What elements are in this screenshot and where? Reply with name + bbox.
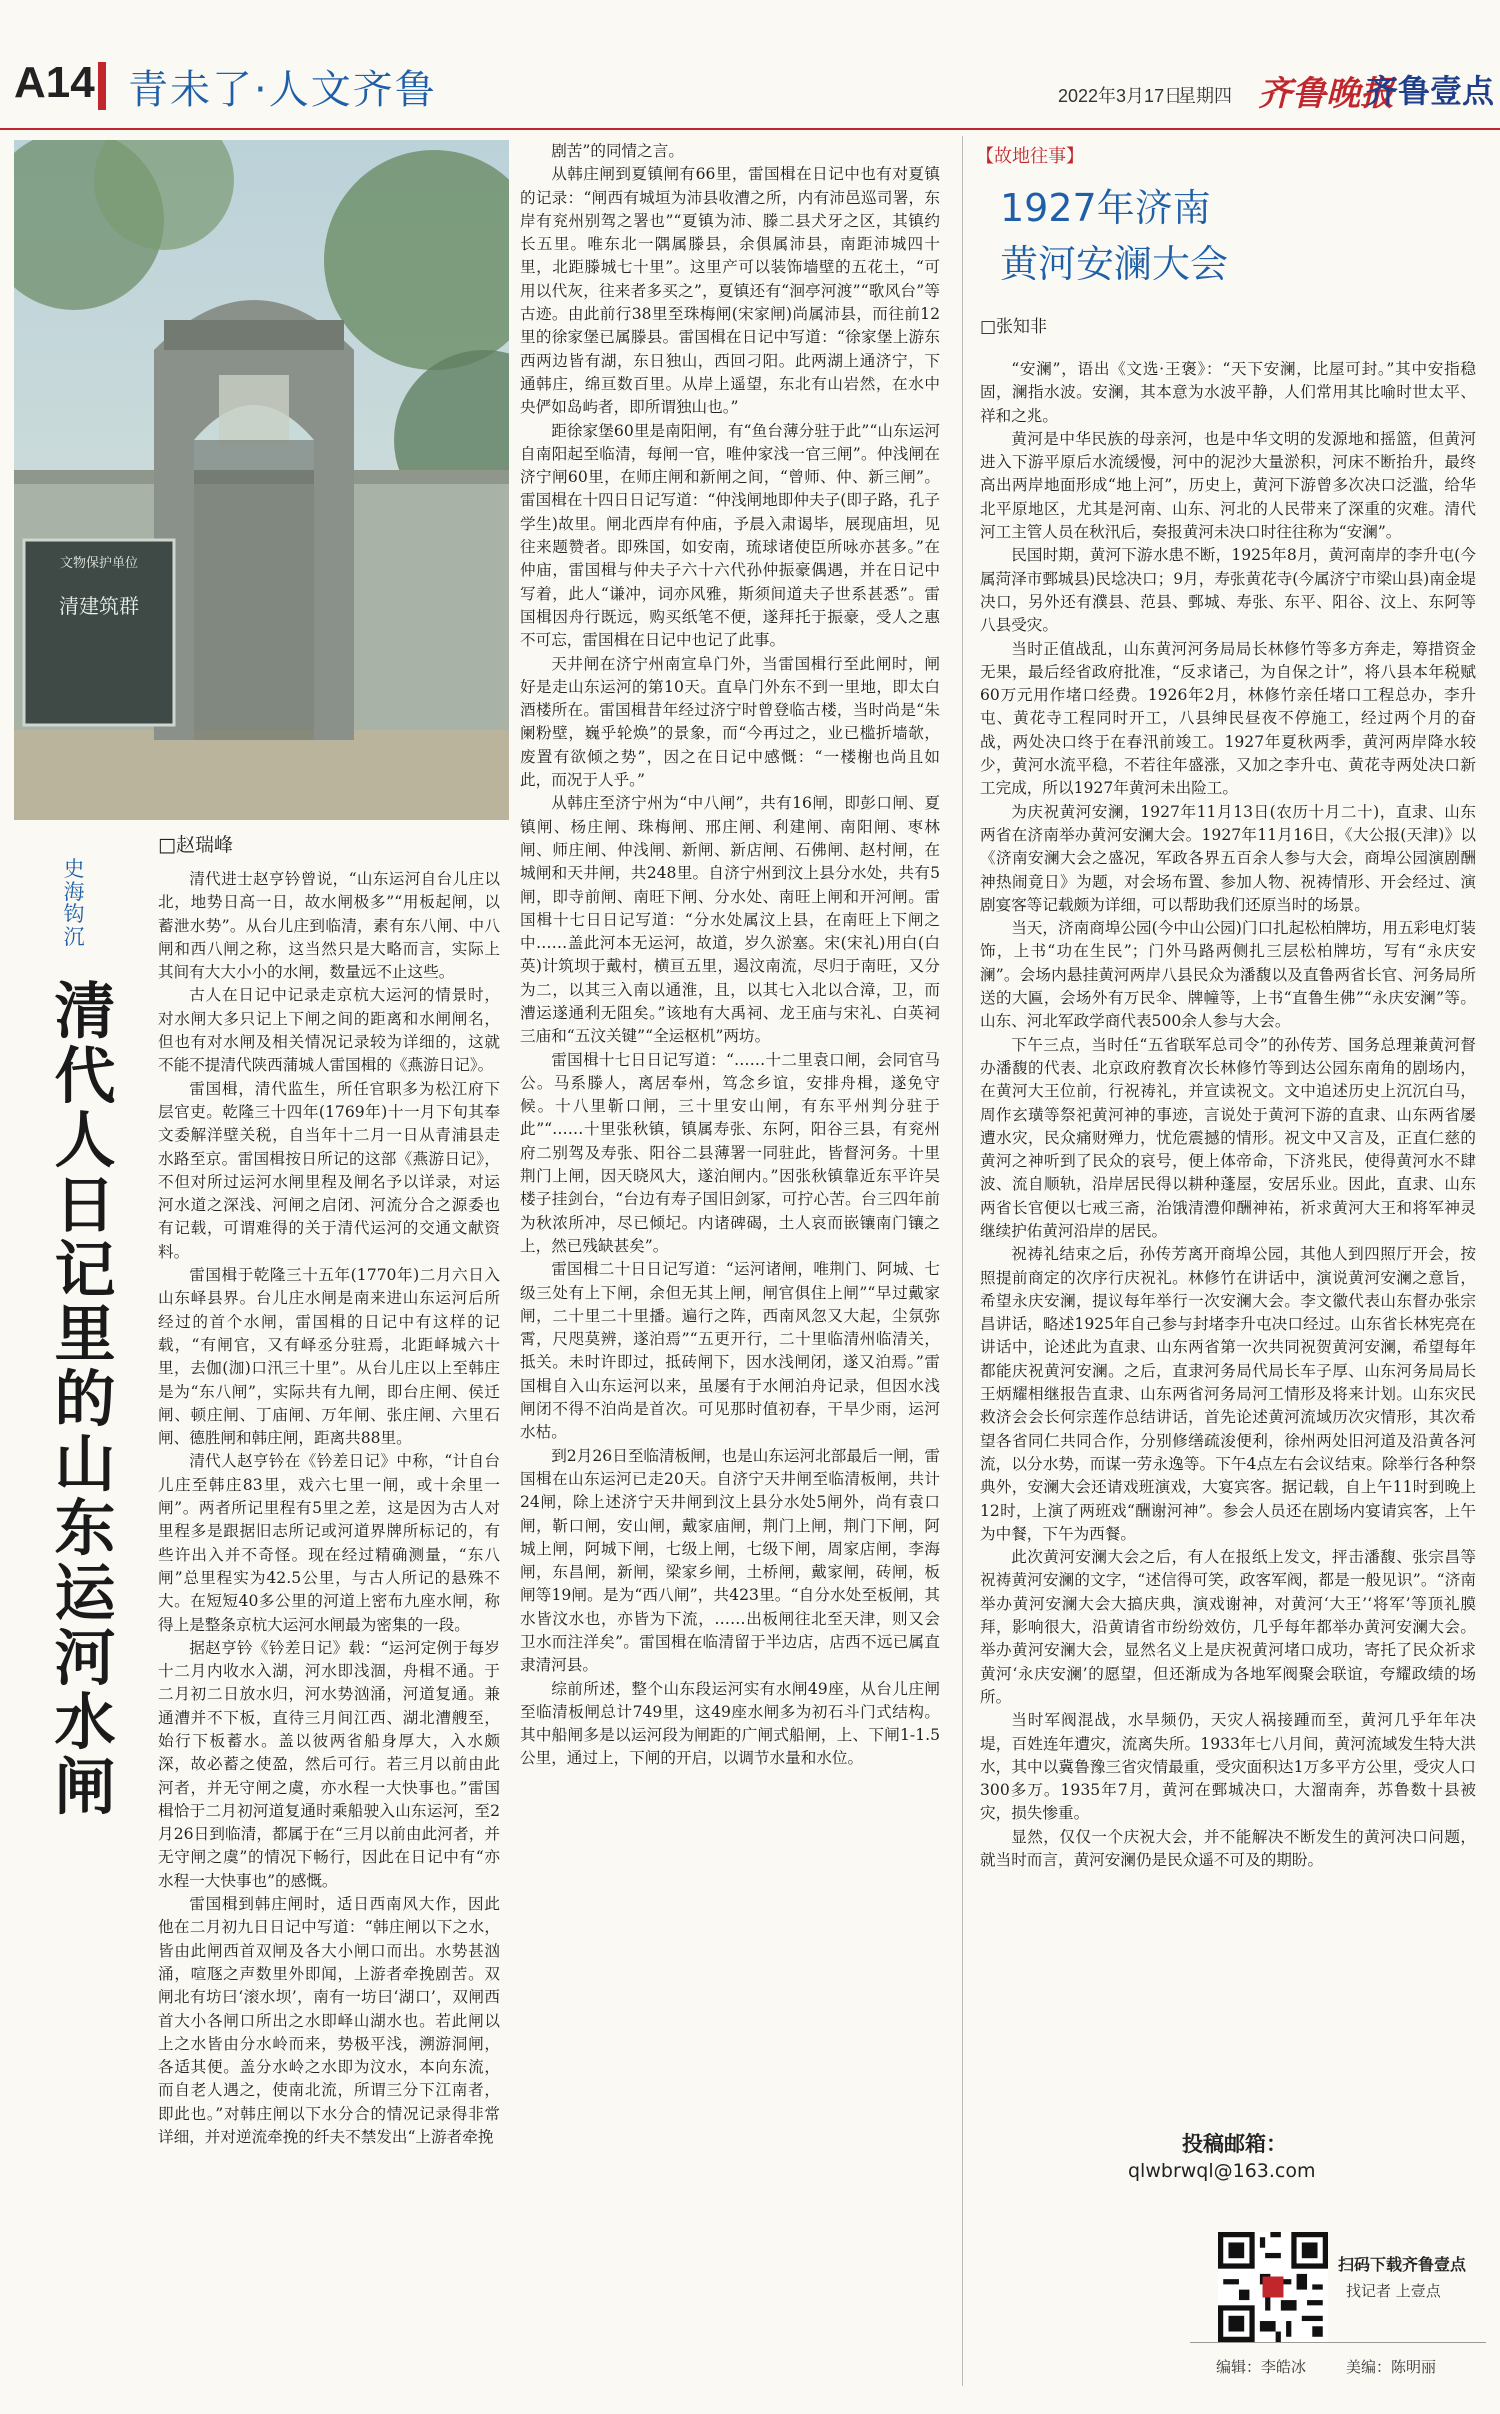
header-accent-bar xyxy=(98,62,106,110)
article-paragraph: 距徐家堡60里是南阳闸，有“鱼台薄分驻于此”“山东运河自南阳起至临清，每闸一官，唯仲家浅一官三闸”。仲浅闸在济宁闸60里，在师庄闸和新闸之间，“曾师、仲、新三闸”。雷国楫在十四日日记写道：“仲浅闸地即仲夫子(即子路，孔子学生)故里。闸北西岸有仲庙，予晨入肃谒毕，展现庙坦，见往来题赞者。即殊国，如安南，琉球诸使臣所咏亦甚多。”在仲庙，雷国楫与仲夫子六十六代孙仲振豪偶遇，并在日记中写着，此人“谦冲，词亦风雅，斯须间道夫子世系甚悉”。雷国楫因舟行既远，购买纸笔不便，遂拜托于振豪，受人之惠不可忘，雷国楫在日记中也记了此事。 xyxy=(520,421,940,650)
section-title: 青未了·人文齐鲁 xyxy=(128,67,437,113)
article-paragraph: 雷国楫，清代监生，所任官职多为松江府下层官吏。乾隆三十四年(1769年)十一月下旬其奉文委解洋壁关税，自当年十二月一日从青浦县走水路至京。雷国楫按日所记的这部《燕游日记》，不但对所过运河水闸里程及闸名予以详录，对运河水道之深浅、河闸之启闭、河流分合之源委也有记载，可谓难得的关于清代运河的交通文献资料。 xyxy=(158,1079,500,1261)
column-tag: 史海钩沉 xyxy=(63,857,85,950)
app-brand-logo: 齐鲁壹点 xyxy=(1366,72,1495,110)
right-article-paragraph: “安澜”，语出《文选·王褒》：“天下安澜，比屋可封。”其中安指稳固，澜指水波。安澜，其本意为水波平静，人们常用其比喻时世太平、祥和之兆。 xyxy=(980,360,1476,425)
qr-code-graphic xyxy=(1218,2232,1328,2342)
article-paragraph: 古人在日记中记录走京杭大运河的情景时，对水闸大多只记上下闸之间的距离和水闸闸名，但也有对水闸及相关情况记录较为详细的，这就不能不提清代陕西蒲城人雷国楫的《燕游日记》。 xyxy=(158,986,500,1075)
issue-date: 2022年3月17日 xyxy=(1058,86,1183,106)
right-article-paragraph: 黄河是中华民族的母亲河，也是中华文明的发源地和摇篮，但黄河进入下游平原后水流缓慢，河中的泥沙大量淤积，河床不断抬升，最终高出两岸地面形成“地上河”，历史上，黄河下游曾多次决口泛滥，给华北平原地区，尤其是河南、山东、河北的人民带来了深重的灾难。清代河工主管人员在秋汛后，奏报黄河未决口时往往称为“安澜”。 xyxy=(980,429,1476,542)
submission-label: 投稿邮箱： xyxy=(1182,2132,1287,2156)
plaque-text: 清建筑群 xyxy=(59,594,139,618)
right-article-paragraph: 下午三点，当时任“五省联军总司令”的孙传芳、国务总理兼黄河督办潘馥的代表、北京政府教育次长林修竹等到达公园东南角的剧场内，在黄河大王位前，行祝祷礼，并宣读祝文。文中追述历史上沉沉白马，周作玄璜等祭祀黄河神的事迹，言说处于黄河下游的直隶、山东两省屡遭水灾，民众痛财殚力，忧危震撼的情形。祝文中又言及，正直仁慈的黄河之神听到了民众的哀号，便上体帝命，下济兆民，使得黄河水不肆波、流自顺轨，沿岸居民得以耕种蓬屋，安居乐业。因此，直隶、山东两省长官便以七戒三斋，治饿清澧仰酬神祐，祈求黄河大王和将军神灵继续护佑黄河沿岸的居民。 xyxy=(980,1035,1476,1240)
issue-weekday: 星期四 xyxy=(1178,86,1232,107)
right-article-paragraph: 当时军阀混战，水旱频仍，天灾人祸接踵而至，黄河几乎年年决堤，百姓连年遭灾，流离失所。1933年七八月间，黄河流域发生特大洪水，其中以冀鲁豫三省灾情最重，受灾面积达1万多平方公里，受灾人口300多万。1935年7月，黄河在鄄城决口，大溜南奔，苏鲁数十县被灾，损失惨重。 xyxy=(980,1711,1476,1823)
page-number: A14 xyxy=(14,58,95,107)
right-title-line-1: 1927年济南 xyxy=(1000,186,1211,230)
right-article-paragraph: 民国时期，黄河下游水患不断，1925年8月，黄河南岸的李升屯(今属菏泽市鄄城县)民埝决口；9月，寿张黄花寺(今属济宁市梁山县)南金堤决口，另外还有濮县、范县、鄄城、寿张、东平、阳谷、汶上、东阿等八县受灾。 xyxy=(980,546,1476,635)
article-paragraph: 从韩庄至济宁州为“中八闸”，共有16闸，即彭口闸、夏镇闸、杨庄闸、珠梅闸、邢庄闸、利建闸、南阳闸、枣林闸、师庄闸、仲浅闸、新闸、新店闸、石佛闸、赵村闸，在城闸和天井闸，共248里。自济宁州到汶上县分水处，共有5闸，即寺前闸、南旺下闸、分水处、南旺上闸和开河闸。雷国楫十七日日记写道：“分水处属汶上县，在南旺上下闸之中……盖此河本无运河，故道，岁久淤塞。宋(宋礼)用白(白英)计筑坝于戴村，横亘五里，遏汶南流，尽归于南旺，又分为二，以其三入南以通淮，且，以其七入北以合漳，卫，而漕运遂通利无阻矣。”该地有大禹祠、龙王庙与宋礼、白英祠三庙和“五汶关键”“全运枢机”两坊。 xyxy=(520,794,940,1046)
footer-divider xyxy=(1190,2342,1486,2343)
right-article-paragraph: 祝祷礼结束之后，孙传芳离开商埠公园，其他人到四照厅开会，按照提前商定的次序行庆祝礼。林修竹在讲话中，演说黄河安澜之意旨，希望永庆安澜，提议每年举行一次安澜大会。李文徽代表山东督办张宗昌讲话，略述1925年自己参与封堵李升屯决口经过。山东省长林宪亮在讲话中，论述此为直隶、山东两省第一次共同祝贺黄河安澜，希望每年都能庆祝黄河安澜。之后，直隶河务局代局长车子厚、山东河务局局长王炳耀相继报告直隶、山东两省河务局河工情形及将来计划。山东灾民救济会会长何宗莲作总结讲话，首先论述黄河流域历次灾情形，其次希望各省同仁共同合作，分别修缮疏浚便利，徐州两处旧河道及沿黄各河流，以分水势，而谋一劳永逸等。下午4点左右会议结束。除举行各种祭典外，安澜大会还请戏班演戏，大宴宾客。据记载，自上午11时到晚上12时，上演了两班戏“酬谢河神”。参会人员还在剧场内宴请宾客，上午为中餐，下午为西餐。 xyxy=(980,1245,1476,1543)
article-title: 清代人日记里的山东运河水闸 xyxy=(54,976,116,1823)
article-paragraph: 到2月26日至临清板闸，也是山东运河北部最后一闸，雷国楫在山东运河已走20天。自济宁天井闸至临清板闸，共计24闸，除上述济宁天井闸到汶上县分水处5闸外，尚有袁口闸，靳口闸，安山闸，戴家庙闸，荆门上闸，荆门下闸，阿城上闸，阿城下闸，七级上闸，七级下闸，周家店闸，李海闸，东昌闸，新闸，梁家乡闸，土桥闸，戴家闸，砖闸，板闸等19闸。是为“西八闸”，共423里。“自分水处至板闸，其水皆汶水也，亦皆为下流，……出板闸往北至天津，则又会卫水而注洋矣”。雷国楫在临清留于半边店，店西不远已属直隶清河县。 xyxy=(520,1446,940,1675)
article-paragraph: 雷国楫于乾隆三十五年(1770年)二月六日入山东峄县界。台儿庄水闸是南来进山东运河后所经过的首个水闸，雷国楫的日记中有这样的记载，“有闸官，又有峄丞分驻焉，北距峄城六十里，去伽(泇)口汛三十里”。从台儿庄以上至韩庄是为“东八闸”，实际共有九闸，即台庄闸、侯迁闸、顿庄闸、丁庙闸、万年闸、张庄闸、六里石闸、德胜闸和韩庄闸，距离共88里。 xyxy=(158,1266,500,1448)
right-column-tag: 【故地往事】 xyxy=(976,146,1084,167)
right-article-paragraph: 显然，仅仅一个庆祝大会，并不能解决不断发生的黄河决口问题，就当时而言，黄河安澜仍是民众遥不可及的期盼。 xyxy=(980,1827,1476,1869)
right-article-author: □张知非 xyxy=(980,317,1048,337)
right-article-paragraph: 此次黄河安澜大会之后，有人在报纸上发文，抨击潘馥、张宗昌等祝祷黄河安澜的文字，“述信得可笑，政客军阀，都是一般见识”。“济南举办黄河安澜大会大搞庆典，演戏谢神，对黄河‘大王’‘将军’等顶礼膜拜，影响很大，沿黄请省市纷纷效仿，几乎每年都举办黄河安澜大会。举办黄河安澜大会，显然名义上是庆祝黄河堵口成功，寄托了民众祈求黄河‘永庆安澜’的愿望，但还渐成为各地军阀聚会联谊，夸耀政绩的场所。 xyxy=(980,1548,1476,1706)
plaque-heading: 文物保护单位 xyxy=(59,556,138,571)
article-paragraph: 清代进士赵亨钤曾说，“山东运河自台儿庄以北，地势日高一日，故水闸极多”“用板起闸，以蓄泄水势”。从台儿庄到临清，素有东八闸、中八闸和西八闸之称，这当然只是大略而言，实际上其间有大大小小的水闸，数量远不止这些。 xyxy=(158,870,500,982)
right-article-paragraph: 当时正值战乱，山东黄河河务局局长林修竹等多方奔走，筹措资金无果，最后经省政府批准，“反求诸己，为自保之计”，将八县本年税赋60万元用作堵口经费。1926年2月，林修竹亲任堵口工程总办，李升屯、黄花寺工程同时开工，八县绅民昼夜不停施工，经过两个月的奋战，两处决口终于在春汛前竣工。1927年夏秋两季，黄河两岸降水较少，黄河水流平稳，不若往年盛涨，又加之李升屯、黄花寺两处决口新工完成，所以1927年黄河未出险工。 xyxy=(980,639,1476,798)
article-paragraph: 综前所述，整个山东段运河实有水闸49座，从台儿庄闸至临清板闸总计749里，这49座水闸多为初石斗门式结构。其中船闸多是以运河段为闸距的广闸式船闸，上、下闸1-1.5公里，通过上，下闸的开启，以调节水量和水位。 xyxy=(520,1679,940,1768)
article-paragraph: 据赵亨钤《钤差日记》载：“运河定例于每岁十二月内收水入湖，河水即浅涸，舟楫不通。于二月初二日放水归，河水势汹涌，河道复通。兼通漕并不下板，直待三月间江西、湖北漕艘至，始行下板蓄水。盖以彼两省船身厚大，入水颇深，故必蓄之使盈，然后可行。若三月以前由此河者，并无守闸之虞，亦水程一大快事也。”雷国楫恰于二月初河道复通时乘船驶入山东运河，至2月26日到临清，都属于在“三月以前由此河者，并无守闸之虞”的情况下畅行，因此在日记中有“亦水程一大快事也”的感慨。 xyxy=(158,1638,500,1890)
editor-credit: 编辑：李皓冰 xyxy=(1216,2358,1307,2376)
article-paragraph: 雷国楫到韩庄闸时，适日西南风大作，因此他在二月初九日日记中写道：“韩庄闸以下之水，皆由此闸西首双闸及各大小闸口而出。水势甚汹涌，喧豗之声数里外即闻，上游者牵挽剧苦。双闸北有坊曰‘滚水坝’，南有一坊曰‘湖口’，双闸西首大小各闸口所出之水即峄山湖水也。若此闸以上之水皆由分水岭而来，势极平浅，溯游洞闸，各适其便。盖分水岭之水即为汶水，本向东流，而自老人遇之，使南北流，所谓三分下江南者，即此也。”对韩庄闸以下水分合的情况记录得非常详细，并对逆流牵挽的纤夫不禁发出“上游者牵挽 xyxy=(158,1895,500,2147)
article-photo xyxy=(14,140,509,820)
column-divider xyxy=(962,136,963,2386)
article-paragraph: 清代人赵亨钤在《钤差日记》中称，“计自台儿庄至韩庄83里，戏六七里一闸，或十余里一闸”。两者所记里程有5里之差，这是因为古人对里程多是跟据旧志所记或河道界牌所标记的，有些许出入并不奇怪。现在经过精确测量，“东八闸”总里程实为42.5公里，与古人所记的悬殊不大。在短短40多公里的河道上密布九座水闸，称得上是整条京杭大运河水闸最为密集的一段。 xyxy=(158,1452,500,1634)
qr-caption-subtitle: 找记者 上壹点 xyxy=(1346,2282,1441,2300)
header-divider xyxy=(0,128,1500,130)
article-paragraph: 剧苦”的同情之言。 xyxy=(551,142,684,160)
article-author: □赵瑞峰 xyxy=(158,834,233,856)
article-paragraph: 从韩庄闸到夏镇闸有66里，雷国楫在日记中也有对夏镇的记录：“闸西有城垣为沛县收漕之所，内有沛邑巡司署，东岸有兖州别驾之署也”“夏镇为沛、滕二县犬牙之区，其镇约长五里。唯东北一隅属滕县，余俱属沛县，南距沛城四十里，北距滕城七十里”。这里产可以装饰墙壁的五花土，“可用以代灰，往来者多买之”，夏镇还有“洄亭河渡”“歌风台”等古迹。由此前行38里至珠梅闸(宋家闸)尚属沛县，而往前12里的徐家堡已属滕县。雷国楫在日记中写道：“徐家堡上游东西两边皆有湖，东日独山，西回刁阳。此两湖上通济宁，下通韩庄，绵亘数百里。从岸上遥望，东北有山岩然，在水中央俨如岛屿者，即所谓独山也。” xyxy=(520,165,940,417)
right-article-title xyxy=(1000,180,1480,292)
article-paragraph: 雷国楫二十日日记写道：“运河诸闸，唯荆门、阿城、七级三处有上下闸，余但无其上闸，闸官俱住上闸”“早过戴家闸，二十里二十里播。遍行之阵，西南风忽又大起，尘氛弥霄，尺咫莫辨，遂泊焉”“五更开行，二十里临清州临清关，抵关。未时许即过，抵砖闸下，因水浅闸闭，遂又泊焉。”雷国楫自入山东运河以来，虽屡有于水闸泊舟记录，但因水浅闸闭不得不泊尚是首次。可见那时值初春，干旱少雨，运河水枯。 xyxy=(520,1260,940,1442)
designer-credit: 美编：陈明丽 xyxy=(1346,2358,1437,2376)
article-body-column-2 xyxy=(520,140,940,2395)
qr-caption-title: 扫码下载齐鲁壹点 xyxy=(1338,2255,1467,2274)
paper-brand-logo: 齐鲁晚报 xyxy=(1258,74,1394,114)
qr-code[interactable] xyxy=(1218,2232,1328,2342)
article-paragraph: 雷国楫十七日日记写道：“……十二里袁口闸，会同官马公。马系滕人，离居奉州，笃念乡谊，安排舟楫，遂免守候。十八里靳口闸，三十里安山闸，有东平州判分驻于此”“……十里张秋镇，镇属寿张、东阿，阳谷三县，有兖州府二别驾及寿张、阳谷二县薄署一同驻此，皆督河务。十里荆门上闸，因天晓风大，遂泊闸内。”因张秋镇靠近东平许吴楼子挂剑台，“台边有寿子国旧剑冢，可拧心苦。台三四年前为秋浓所冲，尽已倾圮。内诸碑碣，土人哀而嵌镶南门镶之上，然已残缺甚矣”。 xyxy=(520,1050,940,1255)
right-article-body xyxy=(980,358,1476,2103)
right-title-line-2: 黄河安澜大会 xyxy=(1000,242,1229,286)
right-article-paragraph: 当天，济南商埠公园(今中山公园)门口扎起松柏牌坊，用五彩电灯装饰，上书“功在生民”；门外马路两侧扎三层松柏牌坊，写有“永庆安澜”。会场内悬挂黄河两岸八县民众为潘馥以及直鲁两省长官、河务局所送的大匾，会场外有万民伞、牌幢等，上书“直鲁生佛”“永庆安澜”等。山东、河北军政学商代表500余人参与大会。 xyxy=(980,919,1476,1031)
article-body-column-1 xyxy=(158,868,500,2393)
article-paragraph: 天井闸在济宁州南宣阜门外，当雷国楫行至此闸时，闸好是走山东运河的第10天。直阜门外东不到一里地，即太白酒楼所在。雷国楫昔年经过济宁时曾登临古楼，当时尚是“朱阑粉壁，巍乎轮焕”的景象，而“今再过之，业已槛折墙欹，废置有欲倾之势”，因之在日记中感慨：“一楼榭也尚且如此，而况于人乎。” xyxy=(520,654,940,790)
right-article-paragraph: 为庆祝黄河安澜，1927年11月13日(农历十月二十)，直隶、山东两省在济南举办黄河安澜大会。1927年11月16日，《大公报(天津)》以《济南安澜大会之盛况，军政各界五百余人参与大会，商埠公园演剧酬神热闹竟日》为题，对会场布置、参加人物、祝祷情形、开会经过、演剧宴客等记载颇为详细，可以帮助我们还原当时的场景。 xyxy=(980,802,1476,914)
submission-email[interactable]: qlwbrwql@163.com xyxy=(1128,2160,1316,2182)
